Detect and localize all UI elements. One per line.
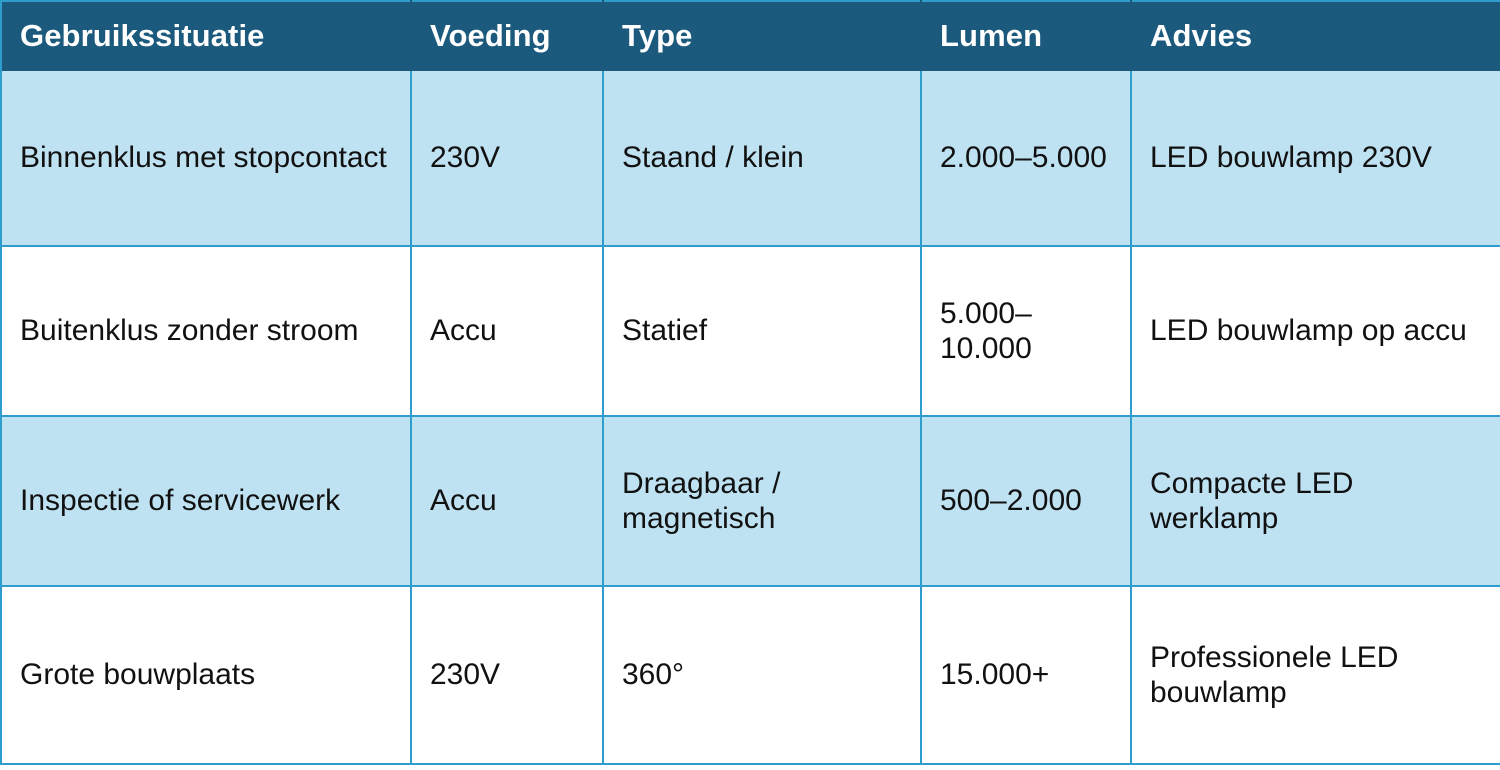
cell-type: Staand / klein	[603, 71, 921, 246]
cell-lumen: 5.000–10.000	[921, 246, 1131, 416]
table-row	[1, 71, 1500, 246]
cell-advies: Compacte LED werklamp	[1131, 416, 1500, 586]
cell-gebruikssituatie: Grote bouwplaats	[1, 586, 411, 764]
cell-lumen: 15.000+	[921, 586, 1131, 764]
cell-type: Statief	[603, 246, 921, 416]
column-header-type: Type	[603, 1, 921, 71]
table-row	[1, 246, 1500, 416]
cell-voeding: Accu	[411, 416, 603, 586]
cell-advies: LED bouwlamp op accu	[1131, 246, 1500, 416]
table-row	[1, 586, 1500, 764]
cell-type: Draagbaar / magnetisch	[603, 416, 921, 586]
table-row	[1, 416, 1500, 586]
cell-type: 360°	[603, 586, 921, 764]
cell-voeding: Accu	[411, 246, 603, 416]
cell-advies: Professionele LED bouwlamp	[1131, 586, 1500, 764]
cell-lumen: 500–2.000	[921, 416, 1131, 586]
column-header-voeding: Voeding	[411, 1, 603, 71]
cell-lumen: 2.000–5.000	[921, 71, 1131, 246]
column-header-advies: Advies	[1131, 1, 1500, 71]
table-body	[1, 71, 1500, 764]
cell-gebruikssituatie: Binnenklus met stopcontact	[1, 71, 411, 246]
table-header	[1, 1, 1500, 71]
cell-voeding: 230V	[411, 71, 603, 246]
column-header-lumen: Lumen	[921, 1, 1131, 71]
cell-gebruikssituatie: Buitenklus zonder stroom	[1, 246, 411, 416]
cell-advies: LED bouwlamp 230V	[1131, 71, 1500, 246]
cell-gebruikssituatie: Inspectie of servicewerk	[1, 416, 411, 586]
column-header-gebruikssituatie: Gebruikssituatie	[1, 1, 411, 71]
cell-voeding: 230V	[411, 586, 603, 764]
table-header-row	[1, 1, 1500, 71]
